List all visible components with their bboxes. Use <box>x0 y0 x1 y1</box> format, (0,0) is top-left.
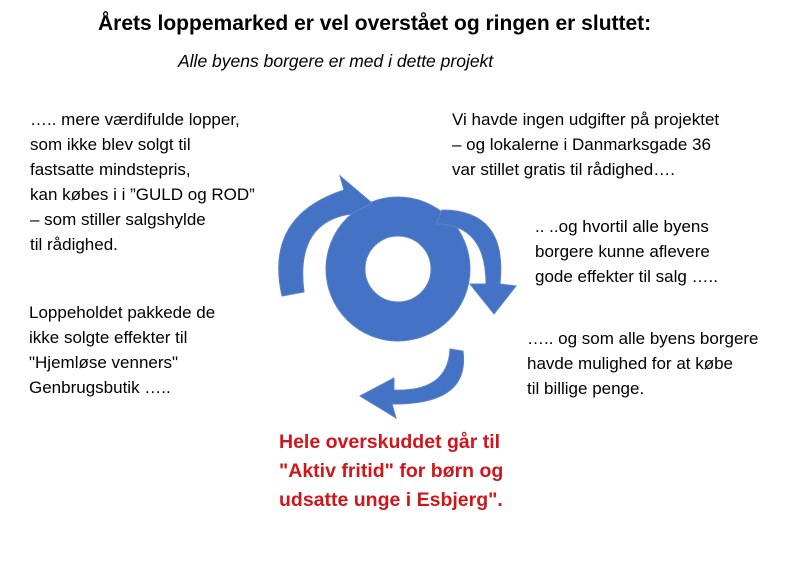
cycle-arrow-bottom <box>360 349 464 418</box>
text-line: Vi havde ingen udgifter på projektet <box>452 110 720 129</box>
text-line: var stillet gratis til rådighed…. <box>452 160 675 179</box>
page-subtitle: Alle byens borgere er med i dette projekt <box>178 51 494 71</box>
text-line: til rådighed. <box>30 235 118 254</box>
text-line: Loppeholdet pakkede de <box>29 303 216 322</box>
text-line: borgere kunne aflevere <box>535 242 710 261</box>
text-line: – og lokalerne i Danmarksgade 36 <box>452 135 711 154</box>
highlight-line: udsatte unge i Esbjerg". <box>279 489 503 511</box>
text-line: gode effekter til salg ….. <box>535 267 719 286</box>
text-line: "Hjemløse venners" <box>29 353 179 372</box>
text-line: havde mulighed for at købe <box>527 354 734 373</box>
text-line: – som stiller salgshylde <box>30 210 206 229</box>
highlight-line: "Aktiv fritid" for børn og <box>279 460 504 482</box>
page-title: Årets loppemarked er vel overstået og ringen er sluttet: <box>98 12 652 35</box>
highlight-line: Hele overskuddet går til <box>279 431 501 453</box>
text-line: .. ..og hvortil alle byens <box>535 217 709 236</box>
text-line: ….. og som alle byens borgere <box>527 329 759 348</box>
text-line: som ikke blev solgt til <box>30 135 191 154</box>
text-line: Genbrugsbutik ….. <box>29 378 171 397</box>
text-line: til billige penge. <box>527 379 645 398</box>
text-line: ….. mere værdifulde lopper, <box>30 110 240 129</box>
text-line: kan købes i i ”GULD og ROD” <box>30 185 255 204</box>
text-line: fastsatte mindstepris, <box>30 160 191 179</box>
text-line: ikke solgte effekter til <box>29 328 188 347</box>
